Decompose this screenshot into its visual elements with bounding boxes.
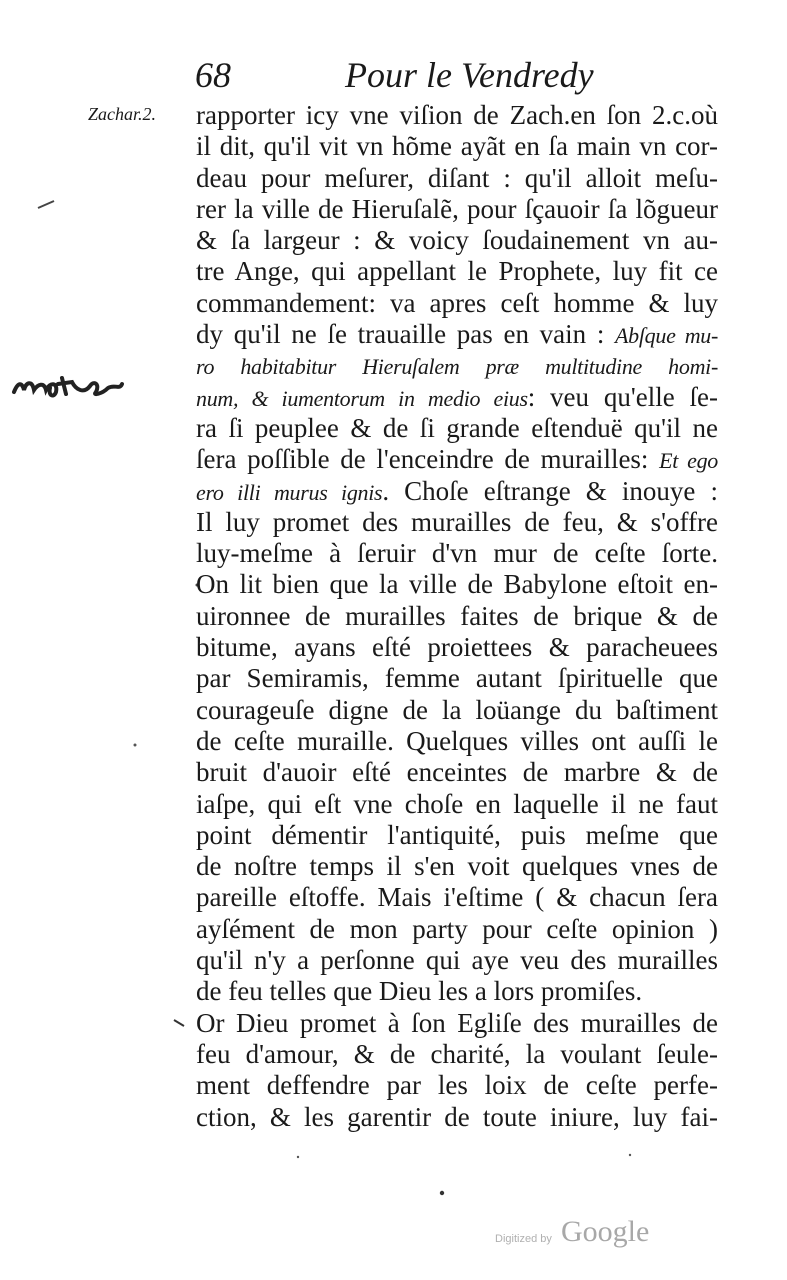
text-line [196, 131, 718, 162]
margin-reference: Zachar.2. [88, 104, 157, 124]
line-text: Il luy promet des murailles de feu, & s'offre [196, 506, 718, 537]
line-text: rapporter icy vne viſion de Zach.en ſon 2.c.où [196, 100, 718, 130]
line-text: tre Ange, qui appellant le Prophete, luy fit ce [196, 256, 718, 287]
line-text: ction, & les garentir de toute iniure, luy fai- [196, 1101, 718, 1132]
text-line [196, 695, 718, 726]
line-text: par Semiramis, femme autant ſpirituelle que [196, 663, 718, 694]
text-line [196, 851, 718, 882]
line-text: bitume, ayans eſté proiettees & paracheuees [196, 632, 718, 663]
text-line [196, 476, 718, 507]
line-text: rer la ville de Hieruſalẽ, pour ſçauoir ſa lõgueur [196, 193, 718, 224]
text-line [196, 1070, 718, 1101]
running-title: Pour le Vendredy [345, 55, 594, 95]
line-text: deau pour meſurer, diſant : qu'il alloit meſu- [196, 162, 718, 193]
text-line [196, 663, 718, 694]
page-number: 68 [195, 55, 231, 95]
text-line [196, 789, 718, 820]
text-line [196, 350, 718, 381]
handwritten-nota-annotation [10, 360, 125, 410]
body-text [196, 100, 718, 1133]
margin-mark [172, 1016, 188, 1030]
text-line [196, 726, 718, 757]
text-line [196, 163, 718, 194]
text-line [196, 382, 718, 413]
line-text: de feu telles que Dieu les a lors promiſes. [196, 976, 643, 1007]
text-line [196, 538, 718, 569]
text-line [196, 100, 718, 131]
text-line [196, 444, 718, 475]
text-line [196, 256, 718, 287]
line-text: iaſpe, qui eſt vne choſe en laquelle il ne faut [196, 788, 718, 819]
latin-quotation: ro habitabitur Hieruſalem præ multitudine homi- [196, 354, 718, 380]
line-text: : veu qu'elle ſe- [527, 381, 718, 412]
line-text: qu'il n'y a perſonne qui aye veu des murailles [196, 945, 718, 976]
text-line [196, 632, 718, 663]
page-specks [290, 1145, 650, 1215]
line-text: . Choſe eſtrange & inouye : [382, 475, 718, 506]
margin-speck [130, 740, 140, 750]
line-text: uironnee de murailles faites de brique & de [196, 600, 718, 631]
latin-quotation: num, & iumentorum in medio eius [196, 385, 528, 411]
line-text: & ſa largeur : & voicy ſoudainement vn au- [196, 225, 718, 256]
latin-quotation: Et ego [659, 448, 718, 474]
line-text: de ceſte muraille. Quelques villes ont auſſi le [196, 725, 718, 756]
text-line [196, 194, 718, 225]
line-text: il dit, qu'il vit vn hõme ayãt en ſa main vn cor- [196, 131, 718, 162]
line-text: luy-meſme à ſeruir d'vn mur de ceſte ſorte. [196, 538, 718, 569]
text-line [196, 945, 718, 976]
latin-quotation: Abſque mu- [615, 323, 718, 349]
line-text: ra ſi peuplee & de ſi grande eſtenduë qu'il ne [196, 412, 718, 443]
line-text: point démentir l'antiquité, puis meſme que [196, 819, 718, 850]
text-line [196, 288, 718, 319]
line-text: de noſtre temps il s'en voit quelques vnes de [196, 851, 718, 882]
margin-mark [36, 198, 56, 210]
line-text: courageuſe digne de la loüange du baſtiment [196, 694, 718, 725]
line-text: commandement: va apres ceſt homme & luy [196, 287, 718, 318]
text-line [196, 319, 718, 350]
text-line [196, 601, 718, 632]
line-text: pareille eſtoffe. Mais i'eſtime ( & chacun ſera [196, 882, 718, 913]
line-text: ayſément de mon party pour ceſte opinion ) [196, 913, 718, 944]
text-line [196, 914, 718, 945]
latin-quotation: ero illi murus ignis [196, 479, 383, 505]
google-watermark [495, 1215, 675, 1255]
text-line [196, 413, 718, 444]
text-line [196, 1102, 718, 1133]
text-line [196, 507, 718, 538]
text-line [196, 820, 718, 851]
text-line [196, 757, 718, 788]
line-text: On lit bien que la ville de Babylone eſtoit en- [196, 569, 718, 600]
text-line [196, 225, 718, 256]
google-logo: Google [561, 1215, 650, 1248]
text-line [196, 1039, 718, 1070]
line-text: dy qu'il ne ſe trauaille pas en vain : [196, 319, 605, 350]
text-line [196, 882, 718, 913]
text-line [196, 976, 718, 1007]
line-text: feu d'amour, & de charité, la voulant ſeule- [196, 1038, 718, 1069]
line-text: bruit d'auoir eſté enceintes de marbre & de [196, 757, 718, 788]
line-text: ment deffendre par les loix de ceſte perfe- [196, 1070, 718, 1101]
text-line [196, 1008, 718, 1039]
line-text: ſera poſſible de l'enceindre de murailles: [196, 444, 649, 475]
page-header [195, 50, 715, 98]
line-text: Or Dieu promet à ſon Egliſe des murailles de [196, 1007, 718, 1038]
text-line [196, 569, 718, 600]
digitized-by-label: Digitized by [495, 1233, 552, 1245]
